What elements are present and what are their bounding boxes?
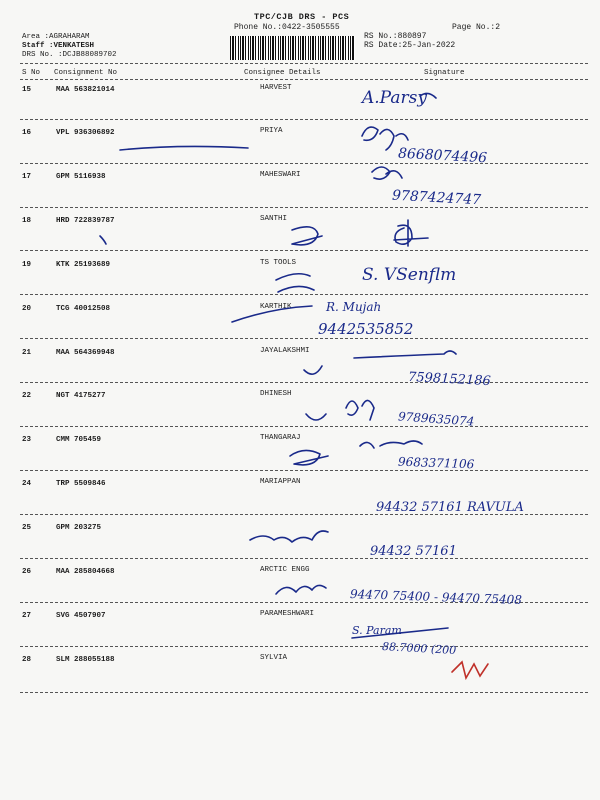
signature-stroke (420, 93, 436, 98)
row-consignee: DHINESH (260, 390, 292, 398)
drs-number: DRS No. :DCJB88089702 (22, 51, 117, 59)
area-label: Area :AGRAHARAM (22, 33, 90, 41)
signature-stroke (362, 127, 408, 150)
signature-stroke (292, 227, 322, 245)
row-consignee: MARIAPPAN (260, 478, 301, 486)
handwritten-phone: 9442535852 (318, 320, 414, 338)
row-consignment: KTK 25193689 (56, 261, 111, 269)
row-consignment: MAA 285804668 (56, 568, 115, 576)
signature-stroke (306, 414, 326, 420)
row-consignment: VPL 936306892 (56, 129, 115, 137)
signature-stroke (232, 306, 312, 322)
signature-stroke (352, 628, 448, 638)
handwritten-phone: 7598152186 (407, 369, 492, 390)
handwritten-phone: 94432 57161 (370, 544, 457, 559)
signature-stroke (372, 167, 402, 179)
row-sno: 20 (22, 305, 32, 313)
row-consignment: GPM 5116938 (56, 173, 106, 181)
signature-stroke (100, 236, 106, 244)
row-sno: 15 (22, 86, 32, 94)
page-number: Page No.:2 (452, 23, 501, 32)
handwritten-phone: 94432 57161 RAVULA (376, 500, 524, 515)
row-consignee: JAYALAKSHMI (260, 347, 310, 355)
row-consignee: PARAMESHWARI (260, 610, 315, 618)
signature-stroke (394, 220, 428, 246)
signature-stroke (250, 531, 328, 542)
row-consignee: MAHESWARI (260, 171, 301, 179)
handwritten-signature: R. Mujah (326, 300, 382, 314)
row-sno: 28 (22, 656, 32, 664)
row-consignment: SVG 4507907 (56, 612, 106, 620)
rs-number: RS No.:880897 (364, 32, 427, 41)
row-sno: 17 (22, 173, 32, 181)
handwritten-phone: 8668074496 (397, 145, 488, 167)
handwritten-phone: 9789635074 (397, 409, 475, 429)
row-consignee: THANGARAJ (260, 434, 301, 442)
row-sno: 16 (22, 129, 32, 137)
row-consignment: MAA 563821014 (56, 86, 115, 94)
row-consignee: ARCTIC ENGG (260, 566, 310, 574)
row-consignee: TS TOOLS (260, 259, 297, 267)
row-consignee: SANTHI (260, 215, 288, 223)
row-sno: 19 (22, 261, 32, 269)
row-sno: 21 (22, 349, 32, 357)
row-consignee: KARTHIK (260, 303, 292, 311)
row-consignee: HARVEST (260, 84, 292, 92)
staff-label: Staff :VENKATESH (22, 42, 95, 50)
signature-stroke (346, 400, 374, 420)
row-sno: 22 (22, 392, 32, 400)
row-sno: 24 (22, 480, 32, 488)
row-sno: 27 (22, 612, 32, 620)
handwritten-phone: 88.7000 (200 (381, 640, 457, 657)
row-consignment: TCG 40012508 (56, 305, 111, 313)
signature-stroke (304, 366, 322, 374)
col-consignment: Consignment No (54, 69, 118, 77)
row-sno: 23 (22, 436, 32, 444)
col-signature: Signature (424, 69, 465, 77)
sheet-title: TPC/CJB DRS - PCS (254, 12, 350, 22)
signature-stroke (290, 450, 328, 464)
row-consignment: MAA 564369948 (56, 349, 115, 357)
row-sno: 25 (22, 524, 32, 532)
handwritten-phone: 94470 75400 - 94470 75408 (349, 587, 523, 607)
signature-stroke (276, 585, 326, 594)
signature-stroke (360, 441, 422, 448)
row-consignment: CMM 705459 (56, 436, 102, 444)
phone-number: Phone No.:0422-3505555 (234, 23, 340, 32)
signature-stroke (120, 146, 248, 150)
row-consignment: TRP 5509846 (56, 480, 106, 488)
rs-date: RS Date:25-Jan-2022 (364, 41, 456, 50)
handwritten-signature: A.Parsy (362, 88, 427, 108)
row-consignee: PRIYA (260, 127, 283, 135)
col-sno: S No (22, 69, 41, 77)
handwritten-signature: S. VSenflm (362, 265, 457, 285)
handwritten-signature: S. Param (352, 624, 402, 637)
signature-stroke (276, 274, 314, 292)
row-consignment: GPM 203275 (56, 524, 102, 532)
row-consignee: SYLVIA (260, 654, 288, 662)
row-consignment: HRD 722839787 (56, 217, 115, 225)
row-sno: 26 (22, 568, 32, 576)
row-consignment: NGT 4175277 (56, 392, 106, 400)
signature-stroke (354, 351, 456, 358)
row-consignment: SLM 288055188 (56, 656, 115, 664)
handwritten-phone: 9683371106 (397, 454, 475, 472)
signature-stroke (452, 662, 488, 678)
col-consignee: Consignee Details (244, 69, 321, 77)
row-sno: 18 (22, 217, 32, 225)
handwritten-phone: 9787424747 (391, 187, 482, 209)
